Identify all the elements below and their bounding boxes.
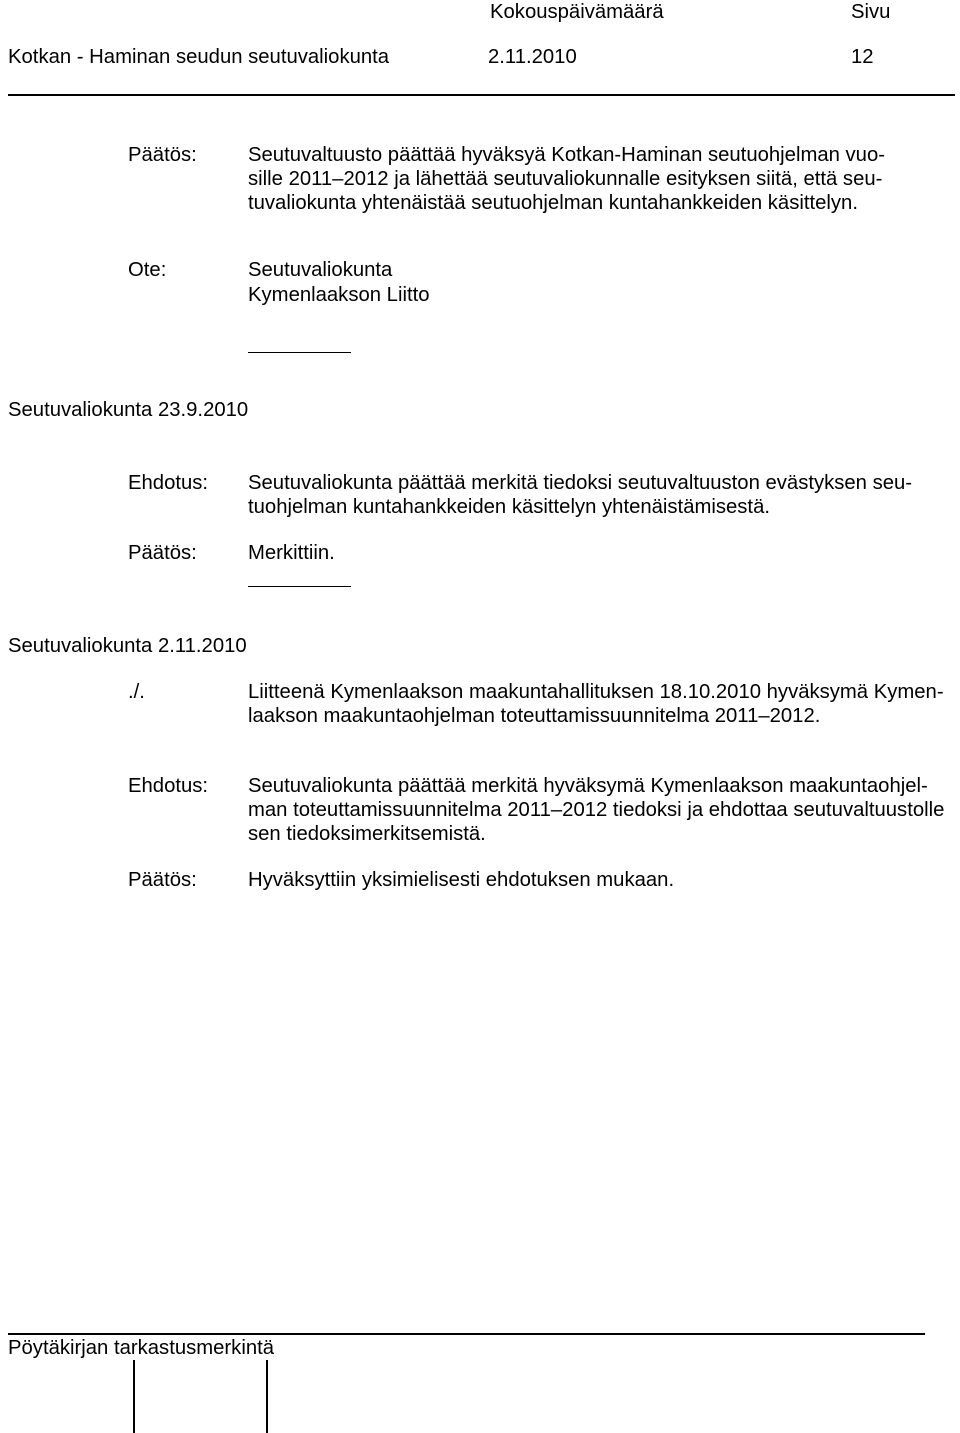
meeting-heading: Seutuvaliokunta 2.11.2010 <box>8 635 247 657</box>
decision-text <box>248 868 674 892</box>
attachment-text-line: laakson maakuntaohjelman toteuttamissuunnitelma 2011–2012. <box>248 705 821 727</box>
attachment-marker: ./. <box>128 681 145 703</box>
footer-rule <box>8 1333 925 1335</box>
proposal-label: Ehdotus: <box>128 775 209 797</box>
attachment-text <box>248 680 944 728</box>
header-date-label: Kokouspäivämäärä <box>490 1 664 23</box>
attachment-text-line: Liitteenä Kymenlaakson maakuntahallituksen 18.10.2010 hyväksymä Kymen- <box>248 681 944 703</box>
initials-box-divider <box>266 1360 268 1433</box>
header-page-label: Sivu <box>851 1 891 23</box>
proposal-text-line: Seutuvaliokunta päättää merkitä hyväksymä Kymenlaakson maakuntaohjel- <box>248 775 928 797</box>
decision-text-line: Merkittiin. <box>248 542 335 564</box>
proposal-label: Ehdotus: <box>128 472 209 494</box>
decision-text <box>248 541 335 565</box>
initials-box-divider <box>133 1360 135 1433</box>
excerpt-label: Ote: <box>128 259 167 281</box>
decision-label: Päätös: <box>128 144 197 166</box>
header-rule <box>8 94 955 96</box>
meeting-date: 2.11.2010 <box>488 46 577 68</box>
decision-label: Päätös: <box>128 869 197 891</box>
decision-text <box>248 143 885 215</box>
excerpt-recipient: Kymenlaakson Liitto <box>248 284 430 306</box>
proposal-text-line: Seutuvaliokunta päättää merkitä tiedoksi seutuvaltuuston evästyksen seu- <box>248 472 913 494</box>
decision-text-line: Seutuvaltuusto päättää hyväksyä Kotkan-Haminan seutuohjelman vuo- <box>248 144 885 166</box>
proposal-text-line: sen tiedoksimerkitsemistä. <box>248 823 486 845</box>
decision-label: Päätös: <box>128 542 197 564</box>
section-divider <box>248 352 351 353</box>
proposal-text-line: tuohjelman kuntahankkeiden käsittelyn yhtenäistämisestä. <box>248 496 770 518</box>
decision-text-line: sille 2011–2012 ja lähettää seutuvaliokunnalle esityksen siitä, että seu- <box>248 168 883 190</box>
organization-name: Kotkan - Haminan seudun seutuvaliokunta <box>8 46 390 68</box>
section-divider <box>248 586 351 587</box>
proposal-text <box>248 774 944 846</box>
meeting-heading: Seutuvaliokunta 23.9.2010 <box>8 399 249 421</box>
excerpt-recipient: Seutuvaliokunta <box>248 259 393 281</box>
proposal-text <box>248 471 912 519</box>
page-number: 12 <box>851 46 874 68</box>
proposal-text-line: man toteuttamissuunnitelma 2011–2012 tiedoksi ja ehdottaa seutuvaltuustolle <box>248 799 945 821</box>
decision-text-line: tuvaliokunta yhtenäistää seutuohjelman kuntahankkeiden käsittelyn. <box>248 192 858 214</box>
decision-text-line: Hyväksyttiin yksimielisesti ehdotuksen mukaan. <box>248 869 675 891</box>
excerpt-recipients <box>248 258 430 308</box>
inspection-label: Pöytäkirjan tarkastusmerkintä <box>8 1337 275 1359</box>
